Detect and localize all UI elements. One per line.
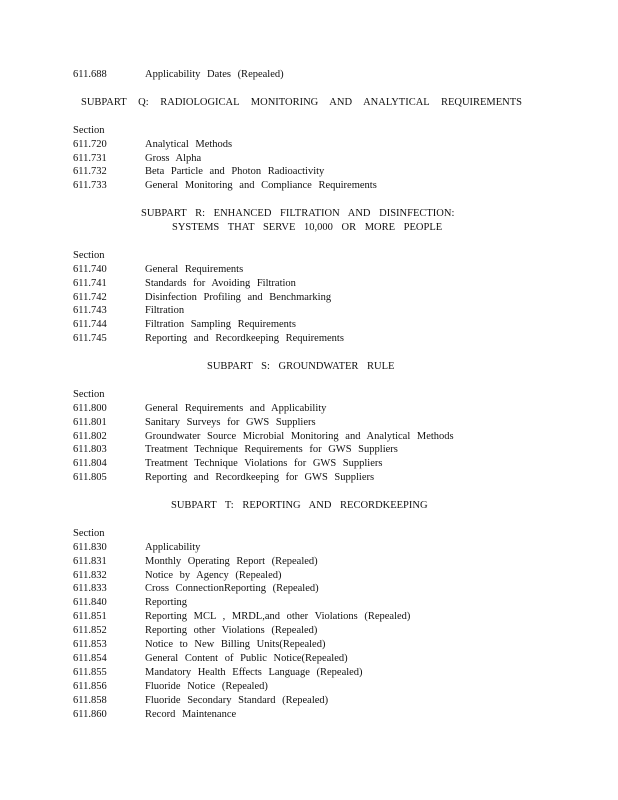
section-title: Notice by Agency (Repealed) bbox=[145, 570, 282, 581]
section-number: 611.743 bbox=[73, 305, 107, 316]
section-number: 611.840 bbox=[73, 597, 107, 608]
section-number: 611.741 bbox=[73, 278, 107, 289]
toc-entry bbox=[73, 457, 382, 470]
section-title: Beta Particle and Photon Radioactivity bbox=[145, 166, 325, 177]
toc-entry bbox=[73, 304, 184, 317]
toc-entry bbox=[73, 708, 236, 721]
section-number: 611.854 bbox=[73, 653, 107, 664]
section-number: 611.800 bbox=[73, 403, 107, 414]
section-number: 611.740 bbox=[73, 264, 107, 275]
toc-entry bbox=[73, 443, 398, 456]
subpart-r-heading: SUBPART R: ENHANCED FILTRATION AND DISINFECTION: bbox=[141, 208, 455, 219]
toc-entry bbox=[73, 263, 243, 276]
section-title: Disinfection Profiling and Benchmarking bbox=[145, 292, 332, 303]
section-title: Mandatory Health Effects Language (Repealed) bbox=[145, 667, 363, 678]
toc-entry bbox=[73, 666, 363, 679]
section-label: Section bbox=[73, 389, 105, 400]
section-number: 611.745 bbox=[73, 333, 107, 344]
toc-entry bbox=[73, 68, 284, 81]
section-title: Gross Alpha bbox=[145, 153, 202, 164]
section-number: 611.855 bbox=[73, 667, 107, 678]
section-title: Groundwater Source Microbial Monitoring and Analytical Methods bbox=[145, 431, 454, 442]
section-title: Filtration Sampling Requirements bbox=[145, 319, 296, 330]
toc-entry bbox=[73, 179, 377, 192]
section-number: 611.731 bbox=[73, 153, 107, 164]
subpart-q-heading: SUBPART Q: RADIOLOGICAL MONITORING AND ANALYTICAL REQUIREMENTS bbox=[81, 97, 523, 108]
section-number: 611.831 bbox=[73, 556, 107, 567]
toc-entry bbox=[73, 652, 348, 665]
section-number: 611.733 bbox=[73, 180, 107, 191]
section-title: Monthly Operating Report (Repealed) bbox=[145, 556, 318, 567]
section-title: Filtration bbox=[145, 305, 185, 316]
section-number: 611.832 bbox=[73, 570, 107, 581]
section-title: Cross ConnectionReporting (Repealed) bbox=[145, 583, 319, 594]
toc-entry bbox=[73, 596, 187, 609]
section-number: 611.830 bbox=[73, 542, 107, 553]
section-label: Section bbox=[73, 528, 105, 539]
section-number: 611.858 bbox=[73, 695, 107, 706]
section-number: 611.802 bbox=[73, 431, 107, 442]
section-number: 611.801 bbox=[73, 417, 107, 428]
section-label: Section bbox=[73, 125, 105, 136]
section-title: Treatment Technique Violations for GWS Suppliers bbox=[145, 458, 383, 469]
section-title: Applicability bbox=[145, 542, 201, 553]
section-number: 611.732 bbox=[73, 166, 107, 177]
section-title: Treatment Technique Requirements for GWS Suppliers bbox=[145, 444, 398, 455]
section-title: General Content of Public Notice(Repealed) bbox=[145, 653, 348, 664]
section-title: Applicability Dates (Repealed) bbox=[145, 69, 284, 80]
section-title: General Requirements bbox=[145, 264, 244, 275]
section-number: 611.851 bbox=[73, 611, 107, 622]
section-title: Reporting other Violations (Repealed) bbox=[145, 625, 318, 636]
toc-entry bbox=[73, 471, 374, 484]
toc-entry bbox=[73, 610, 410, 623]
toc-entry bbox=[73, 152, 201, 165]
section-title: Sanitary Surveys for GWS Suppliers bbox=[145, 417, 316, 428]
section-title: Notice to New Billing Units(Repealed) bbox=[145, 639, 326, 650]
section-label: Section bbox=[73, 250, 105, 261]
toc-entry bbox=[73, 332, 344, 345]
toc-entry bbox=[73, 582, 319, 595]
section-number: 611.805 bbox=[73, 472, 107, 483]
section-number: 611.860 bbox=[73, 709, 107, 720]
section-number: 611.742 bbox=[73, 292, 107, 303]
section-number: 611.803 bbox=[73, 444, 107, 455]
toc-entry bbox=[73, 541, 200, 554]
toc-entry bbox=[73, 638, 325, 651]
toc-entry bbox=[73, 318, 296, 331]
toc-entry bbox=[73, 694, 328, 707]
section-title: Fluoride Secondary Standard (Repealed) bbox=[145, 695, 329, 706]
section-title: Reporting bbox=[145, 597, 187, 608]
toc-entry bbox=[73, 138, 232, 151]
toc-entry bbox=[73, 402, 326, 415]
toc-entry bbox=[73, 165, 324, 178]
subpart-r-heading-continued: SYSTEMS THAT SERVE 10,000 OR MORE PEOPLE bbox=[172, 222, 443, 233]
toc-entry bbox=[73, 569, 282, 582]
section-title: General Monitoring and Compliance Requirements bbox=[145, 180, 377, 191]
toc-entry bbox=[73, 555, 318, 568]
toc-entry bbox=[73, 416, 316, 429]
section-number: 611.688 bbox=[73, 69, 107, 80]
section-title: Record Maintenance bbox=[145, 709, 237, 720]
toc-entry bbox=[73, 291, 331, 304]
section-number: 611.852 bbox=[73, 625, 107, 636]
section-title: Standards for Avoiding Filtration bbox=[145, 278, 296, 289]
section-title: Reporting and Recordkeeping Requirements bbox=[145, 333, 344, 344]
toc-entry bbox=[73, 624, 317, 637]
section-number: 611.744 bbox=[73, 319, 107, 330]
section-number: 611.853 bbox=[73, 639, 107, 650]
section-title: Reporting and Recordkeeping for GWS Suppliers bbox=[145, 472, 375, 483]
toc-entry bbox=[73, 680, 268, 693]
subpart-t-heading: SUBPART T: REPORTING AND RECORDKEEPING bbox=[171, 500, 428, 511]
section-number: 611.833 bbox=[73, 583, 107, 594]
section-number: 611.720 bbox=[73, 139, 107, 150]
section-title: Fluoride Notice (Repealed) bbox=[145, 681, 268, 692]
toc-entry bbox=[73, 277, 296, 290]
section-number: 611.804 bbox=[73, 458, 107, 469]
section-title: Reporting MCL , MRDL,and other Violations (Repealed) bbox=[145, 611, 411, 622]
toc-entry bbox=[73, 430, 454, 443]
section-number: 611.856 bbox=[73, 681, 107, 692]
section-title: Analytical Methods bbox=[145, 139, 233, 150]
subpart-s-heading: SUBPART S: GROUNDWATER RULE bbox=[207, 361, 395, 372]
section-title: General Requirements and Applicability bbox=[145, 403, 327, 414]
